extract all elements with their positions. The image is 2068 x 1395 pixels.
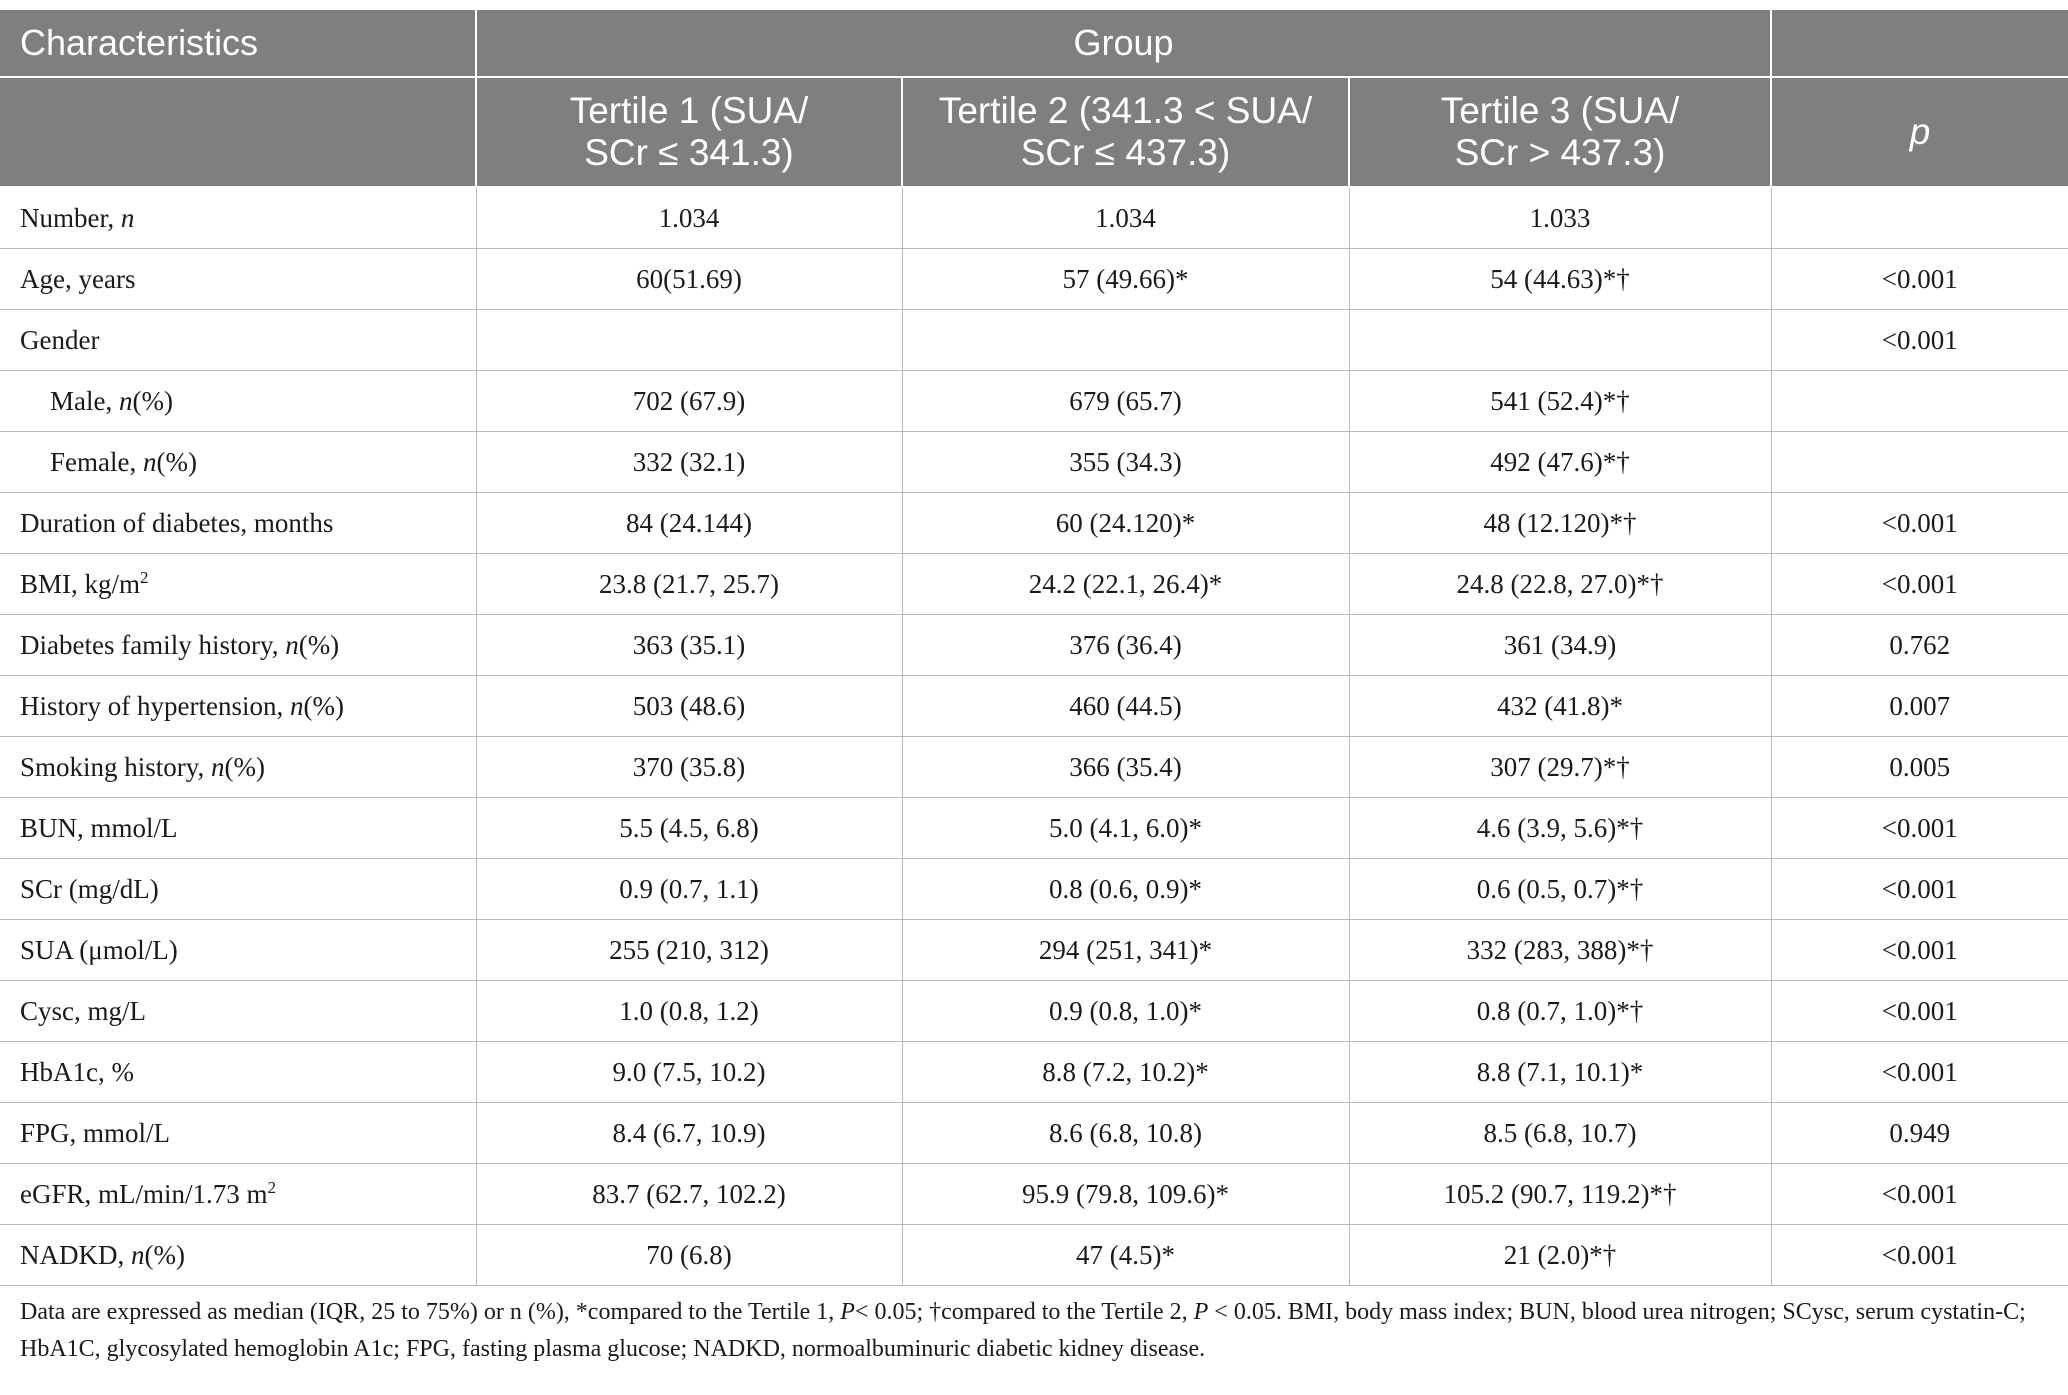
- table-row: [0, 798, 2068, 859]
- cell-tertile-2: 0.9 (0.8, 1.0)*: [902, 981, 1349, 1042]
- cell-tertile-2: 0.8 (0.6, 0.9)*: [902, 859, 1349, 920]
- row-label: [0, 1225, 476, 1286]
- label-text: Duration of diabetes, months: [20, 507, 334, 538]
- row-label: [0, 1103, 476, 1164]
- cell-tertile-2: 95.9 (79.8, 109.6)*: [902, 1164, 1349, 1225]
- row-label: [0, 798, 476, 859]
- cell-tertile-2: 60 (24.120)*: [902, 493, 1349, 554]
- row-label: [0, 371, 476, 432]
- cell-p-value: [1771, 371, 2068, 432]
- cell-tertile-2: 24.2 (22.1, 26.4)*: [902, 554, 1349, 615]
- row-label: [0, 1164, 476, 1225]
- label-text: HbA1c, %: [20, 1056, 134, 1087]
- label-suffix: (%): [156, 446, 197, 477]
- footnote-p-2: P: [1193, 1299, 1209, 1325]
- label-italic: n: [120, 202, 135, 233]
- label-italic: n: [289, 690, 304, 721]
- row-label: [0, 920, 476, 981]
- row-label: [0, 310, 476, 371]
- cell-tertile-1: 60(51.69): [476, 249, 902, 310]
- cell-tertile-1: 70 (6.8): [476, 1225, 902, 1286]
- label-text: Cysc, mg/L: [20, 995, 146, 1026]
- header-tertile-2: [902, 77, 1349, 187]
- cell-tertile-2: 47 (4.5)*: [902, 1225, 1349, 1286]
- row-label: [0, 187, 476, 249]
- table-row: [0, 615, 2068, 676]
- cell-p-value: <0.001: [1771, 859, 2068, 920]
- cell-p-value: <0.001: [1771, 1042, 2068, 1103]
- cell-tertile-1: 83.7 (62.7, 102.2): [476, 1164, 902, 1225]
- label-suffix: (%): [224, 751, 266, 782]
- table-row: [0, 310, 2068, 371]
- cell-tertile-1: 23.8 (21.7, 25.7): [476, 554, 902, 615]
- table-page: [0, 8, 2068, 1368]
- cell-tertile-1: [476, 310, 902, 371]
- label-text: FPG, mmol/L: [20, 1117, 171, 1148]
- table-row: [0, 187, 2068, 249]
- row-label: [0, 737, 476, 798]
- label-italic: n: [285, 629, 299, 660]
- cell-tertile-2: 1.034: [902, 187, 1349, 249]
- row-label: [0, 493, 476, 554]
- header-characteristics: Characteristics: [0, 9, 476, 77]
- cell-tertile-2: 376 (36.4): [902, 615, 1349, 676]
- cell-tertile-3: 4.6 (3.9, 5.6)*†: [1349, 798, 1771, 859]
- cell-p-value: 0.005: [1771, 737, 2068, 798]
- row-label: [0, 249, 476, 310]
- cell-tertile-1: 1.0 (0.8, 1.2): [476, 981, 902, 1042]
- cell-p-value: <0.001: [1771, 310, 2068, 371]
- table-row: [0, 493, 2068, 554]
- table-row: [0, 1225, 2068, 1286]
- cell-tertile-2: 5.0 (4.1, 6.0)*: [902, 798, 1349, 859]
- header-row-1: [0, 9, 2068, 77]
- label-text: SCr (mg/dL): [20, 873, 159, 904]
- label-text: Gender: [20, 324, 100, 355]
- table-row: [0, 981, 2068, 1042]
- cell-tertile-1: 0.9 (0.7, 1.1): [476, 859, 902, 920]
- table-row: [0, 920, 2068, 981]
- header-group: Group: [476, 9, 1771, 77]
- label-text: Male,: [50, 385, 119, 416]
- header-empty: [1771, 9, 2068, 77]
- header-p-text: p: [1909, 111, 1931, 152]
- cell-p-value: <0.001: [1771, 981, 2068, 1042]
- label-suffix: (%): [303, 690, 344, 721]
- cell-tertile-3: 307 (29.7)*†: [1349, 737, 1771, 798]
- label-suffix: (%): [298, 629, 340, 660]
- cell-tertile-2: 679 (65.7): [902, 371, 1349, 432]
- label-superscript: 2: [267, 1177, 277, 1197]
- cell-tertile-3: 0.6 (0.5, 0.7)*†: [1349, 859, 1771, 920]
- cell-p-value: <0.001: [1771, 493, 2068, 554]
- cell-tertile-1: 370 (35.8): [476, 737, 902, 798]
- table-row: [0, 432, 2068, 493]
- cell-tertile-1: 8.4 (6.7, 10.9): [476, 1103, 902, 1164]
- cell-tertile-3: 48 (12.120)*†: [1349, 493, 1771, 554]
- label-superscript: 2: [140, 567, 149, 587]
- label-text: eGFR, mL/min/1.73 m: [20, 1178, 268, 1209]
- row-label: [0, 676, 476, 737]
- header-tertile-1: [476, 77, 902, 187]
- label-text: SUA (μmol/L): [20, 934, 178, 965]
- cell-tertile-1: 1.034: [476, 187, 902, 249]
- cell-tertile-2: 57 (49.66)*: [902, 249, 1349, 310]
- cell-p-value: <0.001: [1771, 249, 2068, 310]
- label-text: Smoking history,: [20, 751, 212, 782]
- cell-tertile-3: 0.8 (0.7, 1.0)*†: [1349, 981, 1771, 1042]
- table-body: [0, 187, 2068, 1286]
- cell-tertile-3: 21 (2.0)*†: [1349, 1225, 1771, 1286]
- header-row-2: [0, 77, 2068, 187]
- footnote-part-2: < 0.05; †compared to the Tertile 2,: [854, 1299, 1194, 1325]
- row-label: [0, 859, 476, 920]
- cell-tertile-2: 366 (35.4): [902, 737, 1349, 798]
- cell-tertile-1: 84 (24.144): [476, 493, 902, 554]
- table-footnote: [20, 1294, 2048, 1368]
- cell-tertile-2: 460 (44.5): [902, 676, 1349, 737]
- cell-tertile-3: 332 (283, 388)*†: [1349, 920, 1771, 981]
- cell-tertile-1: 5.5 (4.5, 6.8): [476, 798, 902, 859]
- label-text: History of hypertension,: [20, 690, 290, 721]
- table-row: [0, 859, 2068, 920]
- header-blank: [0, 77, 476, 187]
- cell-tertile-3: 541 (52.4)*†: [1349, 371, 1771, 432]
- cell-tertile-2: 8.6 (6.8, 10.8): [902, 1103, 1349, 1164]
- cell-tertile-1: 255 (210, 312): [476, 920, 902, 981]
- footnote-part-1: Data are expressed as median (IQR, 25 to 75%) or n (%), *compared to the Tertile 1,: [20, 1299, 841, 1325]
- row-label: [0, 554, 476, 615]
- header-tertile-1-text: Tertile 1 (SUA/ SCr ≤ 341.3): [569, 90, 809, 173]
- label-text: BMI, kg/m: [20, 568, 141, 599]
- cell-tertile-2: 8.8 (7.2, 10.2)*: [902, 1042, 1349, 1103]
- cell-tertile-3: 8.5 (6.8, 10.7): [1349, 1103, 1771, 1164]
- label-suffix: (%): [132, 385, 173, 416]
- cell-tertile-3: 105.2 (90.7, 119.2)*†: [1349, 1164, 1771, 1225]
- row-label: [0, 981, 476, 1042]
- cell-p-value: [1771, 432, 2068, 493]
- label-text: Female,: [50, 446, 143, 477]
- cell-tertile-1: 702 (67.9): [476, 371, 902, 432]
- header-tertile-3: [1349, 77, 1771, 187]
- row-label: [0, 615, 476, 676]
- table-row: [0, 737, 2068, 798]
- label-italic: n: [211, 751, 225, 782]
- label-text: Number,: [20, 202, 121, 233]
- cell-p-value: <0.001: [1771, 1164, 2068, 1225]
- table-row: [0, 1164, 2068, 1225]
- table-row: [0, 371, 2068, 432]
- header-tertile-3-text: Tertile 3 (SUA/ SCr > 437.3): [1440, 90, 1680, 173]
- row-label: [0, 432, 476, 493]
- cell-tertile-3: 492 (47.6)*†: [1349, 432, 1771, 493]
- cell-p-value: 0.949: [1771, 1103, 2068, 1164]
- cell-p-value: <0.001: [1771, 554, 2068, 615]
- table-row: [0, 676, 2068, 737]
- cell-tertile-3: 361 (34.9): [1349, 615, 1771, 676]
- label-text: Age, years: [20, 263, 136, 294]
- cell-tertile-3: 432 (41.8)*: [1349, 676, 1771, 737]
- cell-p-value: 0.007: [1771, 676, 2068, 737]
- cell-p-value: <0.001: [1771, 920, 2068, 981]
- cell-tertile-3: 8.8 (7.1, 10.1)*: [1349, 1042, 1771, 1103]
- cell-tertile-1: 503 (48.6): [476, 676, 902, 737]
- cell-tertile-3: [1349, 310, 1771, 371]
- footnote-p-1: P: [840, 1299, 855, 1325]
- table-row: [0, 1103, 2068, 1164]
- label-text: NADKD,: [20, 1239, 131, 1270]
- cell-p-value: 0.762: [1771, 615, 2068, 676]
- cell-tertile-1: 9.0 (7.5, 10.2): [476, 1042, 902, 1103]
- cell-tertile-3: 24.8 (22.8, 27.0)*†: [1349, 554, 1771, 615]
- cell-p-value: <0.001: [1771, 798, 2068, 859]
- label-italic: n: [118, 385, 133, 416]
- label-italic: n: [131, 1239, 145, 1270]
- label-suffix: (%): [144, 1239, 185, 1270]
- cell-tertile-2: 355 (34.3): [902, 432, 1349, 493]
- cell-tertile-1: 363 (35.1): [476, 615, 902, 676]
- cell-tertile-3: 54 (44.63)*†: [1349, 249, 1771, 310]
- table-row: [0, 554, 2068, 615]
- cell-tertile-2: [902, 310, 1349, 371]
- header-p: [1771, 77, 2068, 187]
- header-tertile-2-text: Tertile 2 (341.3 < SUA/ SCr ≤ 437.3): [938, 90, 1313, 173]
- table-row: [0, 249, 2068, 310]
- cell-tertile-1: 332 (32.1): [476, 432, 902, 493]
- characteristics-table: [0, 8, 2068, 1286]
- label-text: Diabetes family history,: [20, 629, 286, 660]
- cell-tertile-3: 1.033: [1349, 187, 1771, 249]
- label-text: BUN, mmol/L: [20, 812, 178, 843]
- cell-tertile-2: 294 (251, 341)*: [902, 920, 1349, 981]
- row-label: [0, 1042, 476, 1103]
- cell-p-value: <0.001: [1771, 1225, 2068, 1286]
- cell-p-value: [1771, 187, 2068, 249]
- label-italic: n: [142, 446, 157, 477]
- footnote-part-3: < 0.05. BMI, body mass index; BUN, blood urea nitrogen; SCysc, serum cystatin-C; HbA1C, glycosylated hemoglobin A1c; FPG, fasting plasma glucose; NADKD, normoalbuminuric diabetic kidney disease.: [20, 1299, 2026, 1362]
- table-row: [0, 1042, 2068, 1103]
